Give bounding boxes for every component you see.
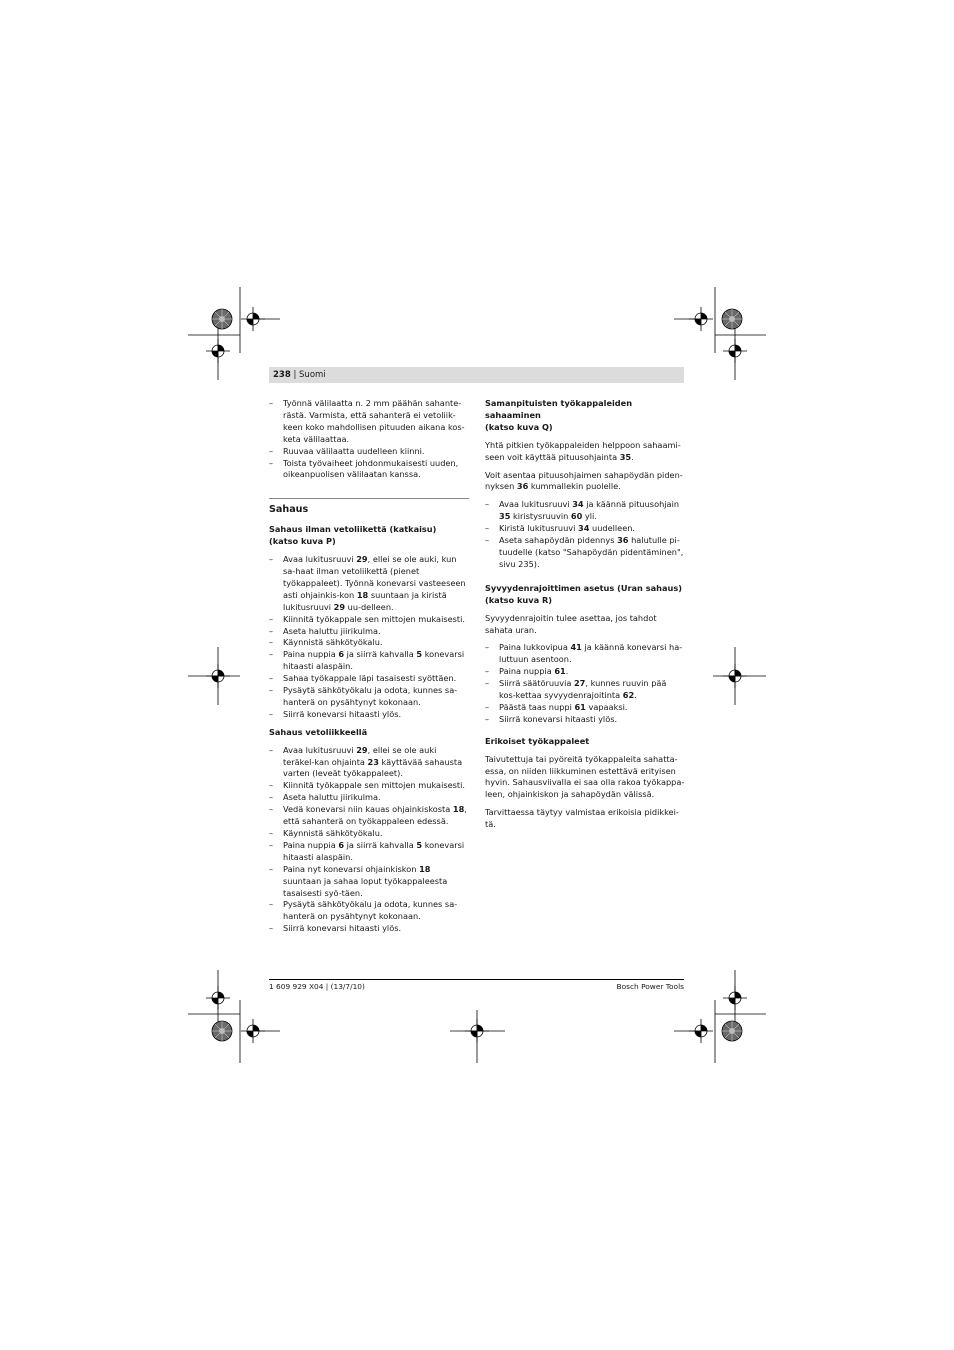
list-item-text: Sahaa työkappale läpi tasaisesti syöttäen. xyxy=(283,673,457,684)
list-item xyxy=(485,535,685,571)
list-item xyxy=(269,923,469,935)
list-item xyxy=(269,637,469,649)
list-dash: – xyxy=(269,792,274,803)
list-dash: – xyxy=(269,899,274,910)
list-item xyxy=(485,499,685,523)
list-dash: – xyxy=(485,678,490,689)
list-dash: – xyxy=(269,398,274,408)
list-item xyxy=(269,804,469,828)
list-dash: – xyxy=(269,637,274,648)
list-item xyxy=(269,864,469,900)
list-item-text: Kiinnitä työkappale sen mittojen mukaisesti. xyxy=(283,780,465,791)
list-item-text: Avaa lukitusruuvi 34 ja käännä pituusohjain 35 kiristysruuvin 60 yli. xyxy=(499,499,680,522)
list-dash: – xyxy=(485,499,490,510)
list-item-text: Paina nyt konevarsi ohjainkiskon 18 suuntaan ja sahaa loput työkappaleesta tasaisesti syö-täen. xyxy=(283,863,448,898)
list-item xyxy=(269,626,469,638)
list-item xyxy=(269,649,469,673)
list-dash: – xyxy=(269,828,274,838)
list-dash: – xyxy=(269,923,274,934)
list-item-text: Ruuvaa välilaatta uudelleen kiinni. xyxy=(283,445,425,456)
page-number: 238 xyxy=(273,370,291,380)
footer-document-id: 1 609 929 X04 | (13/7/10) xyxy=(269,982,365,991)
list-item xyxy=(269,745,469,781)
list-dash: – xyxy=(485,642,490,653)
list-item xyxy=(485,714,685,726)
list-item-text: Paina nuppia 6 ja siirrä kahvalla 5 konevarsi hitaasti alaspäin. xyxy=(283,839,465,862)
list-item-text: Vedä konevarsi niin kauas ohjainkiskosta 18, että sahanterä on työkappaleen edessä. xyxy=(283,804,467,827)
list-item xyxy=(269,792,469,804)
list-item-text: Paina nuppia 61. xyxy=(499,666,569,677)
header-separator: | xyxy=(290,370,300,380)
list-item xyxy=(485,702,685,714)
sec3-paragraph-1: Taivutettuja tai pyöreitä työkappaleita sahatta-essa, on niiden liikkuminen estettävä erityisen hyvin. Sahausviivalla ei saa olla rakoa työkappa-leen, ohjainkiskon ja sahapöydän välissä. xyxy=(485,753,685,800)
list-item-text: Kiinnitä työkappale sen mittojen mukaisesti. xyxy=(283,613,465,624)
list-item-text: Paina lukkovipua 41 ja käännä konevarsi ha-luttuun asentoon. xyxy=(499,642,683,665)
list-item-text: Pysäytä sähkötyökalu ja odota, kunnes sa-hanterä on pysähtynyt kokonaan. xyxy=(283,899,458,922)
section-divider xyxy=(269,498,469,499)
sec2-list xyxy=(485,642,685,725)
sec3-heading: Erikoiset työkappaleet xyxy=(485,735,590,746)
list-item-text: Aseta haluttu jiirikulma. xyxy=(283,792,381,803)
sec1-heading: Samanpituisten työkappaleiden sahaaminen (katso kuva Q) xyxy=(485,398,633,432)
sub2-heading: Sahaus vetoliikkeellä xyxy=(269,726,368,737)
list-dash: – xyxy=(269,685,274,696)
list-item xyxy=(269,685,469,709)
intro-list xyxy=(269,398,469,481)
sub1-heading: Sahaus ilman vetoliikettä (katkaisu) (katso kuva P) xyxy=(269,524,437,547)
list-dash: – xyxy=(485,701,490,712)
right-column xyxy=(485,398,685,837)
list-item-text: Siirrä säätöruuvia 27, kunnes ruuvin pää kos-kettaa syvyydenrajoitinta 62. xyxy=(499,678,667,701)
sahaus-heading: Sahaus xyxy=(269,504,309,516)
sec1-list xyxy=(485,499,685,570)
list-item-text: Siirrä konevarsi hitaasti ylös. xyxy=(283,708,402,719)
list-dash: – xyxy=(269,673,274,684)
list-item xyxy=(269,828,469,840)
list-dash: – xyxy=(485,666,490,677)
list-item-text: Avaa lukitusruuvi 29, ellei se ole auki teräkel-kan ohjainta 23 käyttävää sahausta varten (leveät työkappaleet). xyxy=(283,744,463,779)
list-dash: – xyxy=(485,535,490,546)
list-dash: – xyxy=(269,457,274,468)
list-dash: – xyxy=(269,625,274,636)
page-header xyxy=(269,367,684,383)
list-item-text: Avaa lukitusruuvi 29, ellei se ole auki, kun sa-haat ilman vetoliikettä (pienet työkappaleet). Työnnä konevarsi vasteeseen asti ohjainkis-kon 18 suuntaan ja kiristä lukitusruuvi 29 uu-delleen. xyxy=(283,554,466,612)
sec2-heading: Syvyydenrajoittimen asetus (Uran sahaus) (katso kuva R) xyxy=(485,582,682,605)
list-item xyxy=(269,554,469,614)
sub1-list xyxy=(269,554,469,721)
list-dash: – xyxy=(269,554,274,565)
sec3-paragraph-2: Tarvittaessa täytyy valmistaa erikoisia pidikkei-tä. xyxy=(485,807,679,830)
footer-rule xyxy=(269,979,684,980)
list-item xyxy=(269,614,469,626)
footer-brand: Bosch Power Tools xyxy=(616,982,684,991)
sec1-paragraph-2: Voit asentaa pituusohjaimen sahapöydän piden-nyksen 36 kummallekin puolelle. xyxy=(485,469,683,492)
list-item-text: Pysäytä sähkötyökalu ja odota, kunnes sa-hanterä on pysähtynyt kokonaan. xyxy=(283,685,458,707)
list-item xyxy=(269,673,469,685)
header-text xyxy=(273,369,326,381)
list-dash: – xyxy=(269,804,274,815)
left-column xyxy=(269,398,469,935)
list-item xyxy=(269,780,469,792)
list-dash: – xyxy=(269,649,274,660)
sec1-paragraph-1: Yhtä pitkien työkappaleiden helppoon sahaami-seen voit käyttää pituusohjainta 35. xyxy=(485,439,681,462)
list-dash: – xyxy=(269,708,274,719)
list-item xyxy=(485,642,685,666)
list-item-text: Päästä taas nuppi 61 vapaaksi. xyxy=(499,701,628,712)
list-item-text: Siirrä konevarsi hitaasti ylös. xyxy=(499,713,618,724)
sub2-list xyxy=(269,745,469,936)
list-dash: – xyxy=(269,445,274,456)
list-item xyxy=(269,398,469,446)
list-item-text: Käynnistä sähkötyökalu. xyxy=(283,828,383,838)
list-item xyxy=(269,899,469,923)
section-name: Suomi xyxy=(299,370,326,380)
list-dash: – xyxy=(269,613,274,624)
list-item xyxy=(485,523,685,535)
list-item-text: Toista työvaiheet johdonmukaisesti uuden, oikeanpuolisen välilaatan kanssa. xyxy=(283,457,459,480)
list-dash: – xyxy=(269,780,274,791)
list-item xyxy=(485,678,685,702)
list-item xyxy=(269,458,469,482)
list-dash: – xyxy=(269,863,274,874)
list-item-text: Kiristä lukitusruuvi 34 uudelleen. xyxy=(499,523,636,534)
list-item-text: Aseta haluttu jiirikulma. xyxy=(283,625,381,636)
list-item-text: Paina nuppia 6 ja siirrä kahvalla 5 konevarsi hitaasti alaspäin. xyxy=(283,649,465,672)
list-item xyxy=(485,666,685,678)
sec2-paragraph-1: Syvyydenrajoitin tulee asettaa, jos tahdot sahata uran. xyxy=(485,612,657,635)
list-dash: – xyxy=(269,839,274,850)
list-dash: – xyxy=(485,523,490,534)
list-item-text: Käynnistä sähkötyökalu. xyxy=(283,637,383,648)
list-dash: – xyxy=(485,713,490,724)
list-item-text: Siirrä konevarsi hitaasti ylös. xyxy=(283,923,402,934)
list-item-text: Aseta sahapöydän pidennys 36 halutulle pi-tuudelle (katso "Sahapöydän pidentäminen", sivu 235). xyxy=(499,535,684,569)
list-dash: – xyxy=(269,744,274,755)
list-item xyxy=(269,840,469,864)
list-item xyxy=(269,709,469,721)
list-item-text: Työnnä välilaatta n. 2 mm päähän sahante-rästä. Varmista, että sahanterä ei vetoliik-keen koko mahdollisen pituuden aikana kos-keta välilaattaa. xyxy=(283,398,465,444)
list-item xyxy=(269,446,469,458)
